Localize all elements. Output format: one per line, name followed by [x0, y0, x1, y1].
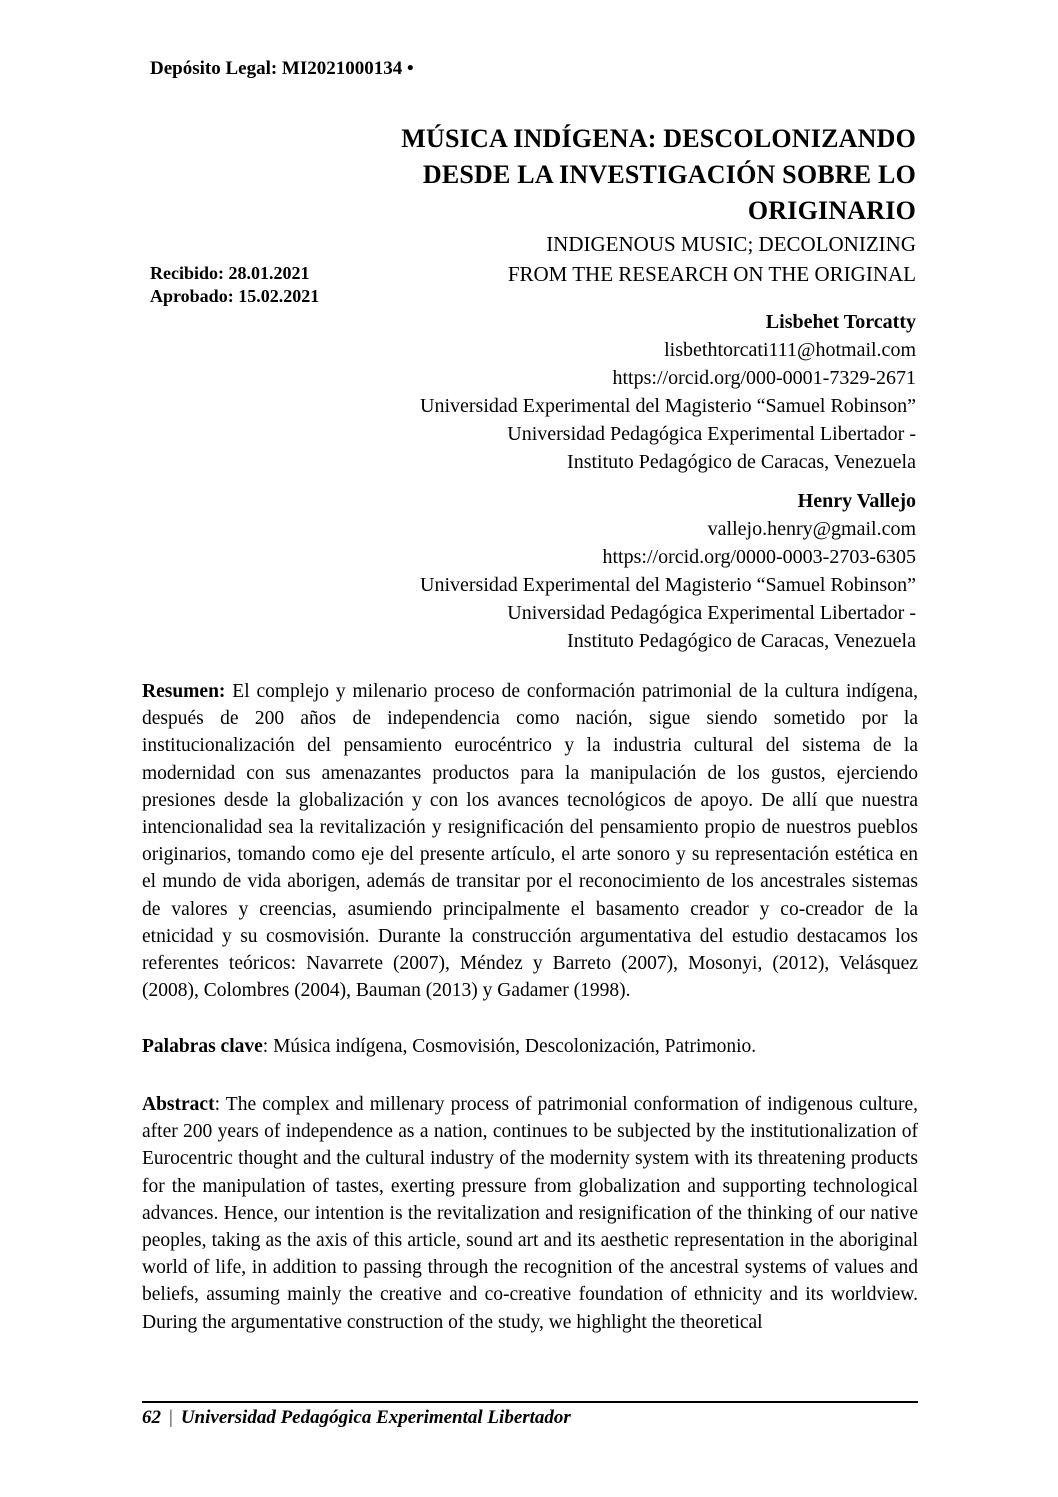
footer-separator: |	[169, 1407, 173, 1428]
author-email: vallejo.henry@gmail.com	[707, 518, 916, 540]
resumen-label: Resumen:	[142, 681, 226, 702]
author-affiliation: Instituto Pedagógico de Caracas, Venezuela	[567, 630, 916, 652]
author-affiliation: Universidad Pedagógica Experimental Libertador -	[507, 423, 916, 445]
approved-date: Aprobado: 15.02.2021	[150, 286, 320, 306]
author-email: lisbethtorcati111@hotmail.com	[664, 339, 916, 361]
title-block	[401, 121, 916, 289]
resumen-text: El complejo y milenario proceso de conformación patrimonial de la cultura indígena, después de 200 años de independencia como nación, sigue siendo sometido por la institucionalización del pensamiento eurocéntrico y la industria cultural del sistema de la modernidad con sus amenazantes productos para la manipulación de los gustos, ejerciendo presiones desde la globalización y con los avances tecnológicos de apoyo. De allí que nuestra intencionalidad sea la revitalización y resignificación del pensamiento propio de nuestros pueblos originarios, tomando como eje del presente artículo, el arte sonoro y su representación estética en el mundo de vida aborigen, además de transitar por el reconocimiento de los ancestrales sistemas de valores y creencias, asumiendo principalmente el basamento creador y co-creador de la etnicidad y su cosmovisión. Durante la construcción argumentativa del estudio destacamos los referentes teóricos: Navarrete (2007), Méndez y Barreto (2007), Mosonyi, (2012), Velásquez (2008), Colombres (2004), Bauman (2013) y Gadamer (1998).	[142, 681, 918, 1002]
author-orcid: https://orcid.org/0000-0003-2703-6305	[602, 546, 916, 568]
author-block-2	[420, 487, 916, 655]
paper-subtitle-line: FROM THE RESEARCH ON THE ORIGINAL	[507, 262, 916, 286]
paper-title-line: MÚSICA INDÍGENA: DESCOLONIZANDO	[401, 124, 916, 153]
paper-subtitle-line: INDIGENOUS MUSIC; DECOLONIZING	[546, 232, 916, 256]
author-orcid: https://orcid.org/000-0001-7329-2671	[612, 367, 916, 389]
keywords-line	[142, 1033, 918, 1060]
page-number: 62	[142, 1407, 161, 1428]
author-block-1	[420, 308, 916, 476]
paper-title-line: DESDE LA INVESTIGACIÓN SOBRE LO	[422, 160, 916, 189]
received-date: Recibido: 28.01.2021	[150, 263, 310, 283]
author-name: Lisbehet Torcatty	[765, 311, 916, 333]
dates-block	[150, 262, 319, 308]
author-affiliation: Universidad Experimental del Magisterio “Samuel Robinson”	[420, 574, 916, 596]
keywords-text: : Música indígena, Cosmovisión, Descolonización, Patrimonio.	[262, 1036, 757, 1057]
deposito-legal: Depósito Legal: MI2021000134 •	[150, 58, 414, 79]
author-name: Henry Vallejo	[797, 490, 916, 512]
abstract-label: Abstract	[142, 1094, 215, 1115]
resumen-paragraph	[142, 678, 918, 1004]
page-footer	[142, 1401, 918, 1429]
keywords-label: Palabras clave	[142, 1036, 263, 1057]
author-affiliation: Universidad Experimental del Magisterio “Samuel Robinson”	[420, 395, 916, 417]
paper-title-line: ORIGINARIO	[747, 196, 916, 225]
author-affiliation: Instituto Pedagógico de Caracas, Venezuela	[567, 451, 916, 473]
footer-text: Universidad Pedagógica Experimental Libertador	[180, 1407, 571, 1428]
abstract-paragraph	[142, 1091, 918, 1336]
author-affiliation: Universidad Pedagógica Experimental Libertador -	[507, 602, 916, 624]
abstract-text: : The complex and millenary process of patrimonial conformation of indigenous culture, after 200 years of independence as a nation, continues to be subjected by the institutionalization of Eurocentric thought and the cultural industry of the modernity system with its threatening products for the manipulation of tastes, exerting pressure from globalization and supporting technological advances. Hence, our intention is the revitalization and resignification of the thinking of our native peoples, taking as the axis of this article, sound art and its aesthetic representation in the aboriginal world of life, in addition to passing through the recognition of the ancestral systems of values and beliefs, assuming mainly the creative and co-creative foundation of ethnicity and its worldview. During the argumentative construction of the study, we highlight the theoretical	[142, 1094, 918, 1333]
